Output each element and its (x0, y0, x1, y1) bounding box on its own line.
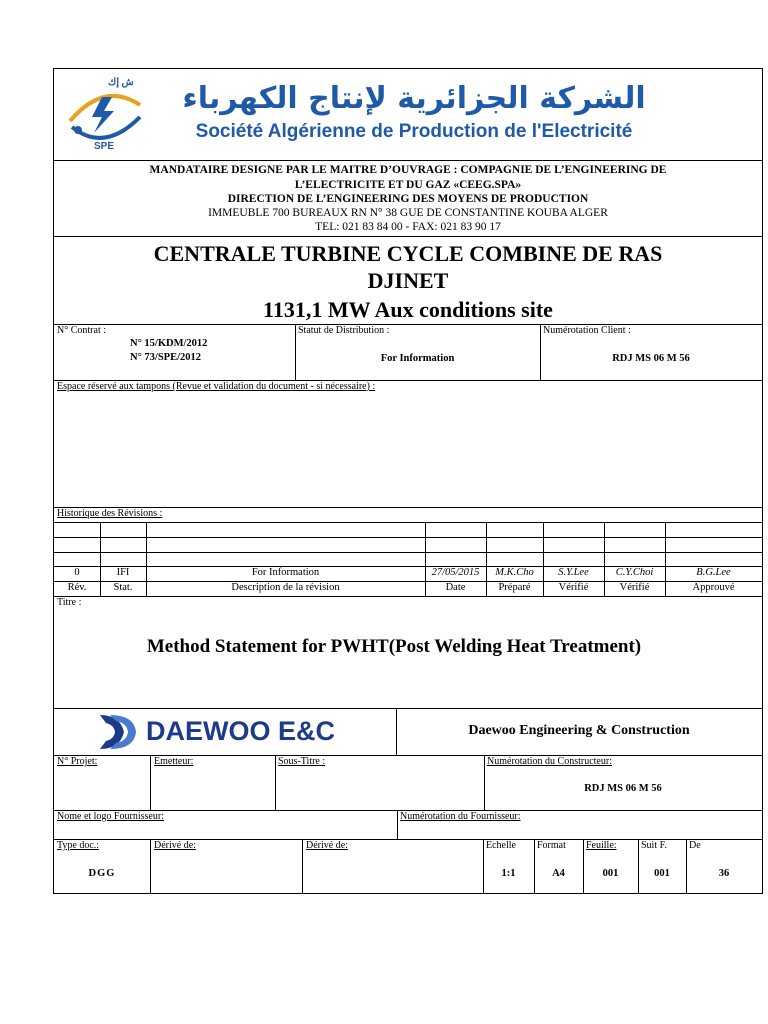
revisions-label: Historique des Révisions : (57, 508, 163, 519)
prepared-cell: M.K.Cho (495, 567, 534, 578)
mandataire-line2: L’ELECTRICITE ET DU GAZ «CEEG.SPA» (294, 179, 522, 191)
contract-value-1: N° 15/KDM/2012 (130, 338, 208, 349)
tel-line: TEL: 021 83 84 00 - FAX: 021 83 90 17 (315, 221, 501, 233)
date-header: Date (445, 582, 466, 593)
approved-header: Approuvé (692, 582, 735, 593)
titre-label: Titre : (57, 597, 82, 608)
derive-de-label-1: Dérivé de: (154, 840, 196, 851)
verified2-cell: C.Y.Choi (615, 567, 654, 578)
description-header: Description de la révision (231, 582, 340, 593)
suit-label: Suit F. (641, 840, 667, 851)
constructeur-label: Numérotation du Constructeur: (487, 756, 612, 767)
address-line: IMMEUBLE 700 BUREAUX RN N° 38 GUE DE CONSTANTINE KOUBA ALGER (208, 207, 608, 219)
fournisseur-number-label: Numérotation du Fournisseur: (400, 811, 521, 822)
direction-line: DIRECTION DE L’ENGINEERING DES MOYENS DE PRODUCTION (227, 193, 589, 205)
document-title: Method Statement for PWHT(Post Welding Heat Treatment) (146, 636, 642, 657)
description-cell: For Information (251, 567, 320, 578)
feuille-label: Feuille: (586, 840, 617, 851)
verified1-cell: S.Y.Lee (558, 567, 589, 578)
sous-titre-label: Sous-Titre : (278, 756, 326, 767)
spe-logo-label: SPE (94, 141, 115, 152)
company-name-arabic: الشركة الجزائرية لإنتاج الكهرباء (182, 81, 646, 116)
verified2-header: Vérifié (619, 582, 650, 593)
spe-logo (60, 75, 148, 157)
rev-cell: 0 (74, 567, 80, 578)
daewoo-logo-text: DAEWOO E&C (146, 716, 335, 746)
type-doc-label: Type doc.: (57, 840, 100, 851)
project-title-line2: DJINET (367, 268, 449, 293)
approved-cell: B.G.Lee (696, 567, 731, 578)
rev-header: Rév. (67, 582, 87, 593)
stat-cell: IFI (116, 567, 130, 578)
de-value: 36 (718, 868, 730, 879)
emetteur-label: Emetteur: (154, 756, 194, 767)
de-label: De (689, 840, 701, 851)
project-title-line3: 1131,1 MW Aux conditions site (263, 297, 553, 322)
stat-header: Stat. (113, 582, 133, 593)
format-value: A4 (552, 868, 565, 879)
fournisseur-label: Nome et logo Fournisseur: (57, 811, 164, 822)
daewoo-logo (94, 710, 364, 754)
distribution-value: For Information (380, 353, 455, 364)
derive-de-label-2: Dérivé de: (306, 840, 348, 851)
company-name-french: Société Algérienne de Production de l'Electricité (195, 121, 633, 142)
mandataire-line1: MANDATAIRE DESIGNE PAR LE MAITRE D’OUVRAGE : COMPAGNIE DE L’ENGINEERING DE (149, 164, 667, 176)
spe-logo-arabic: ش إك (108, 77, 134, 88)
contract-value-2: N° 73/SPE/2012 (130, 352, 201, 363)
client-number-value: RDJ MS 06 M 56 (612, 353, 690, 364)
project-number-label: N° Projet: (57, 756, 98, 767)
document-sheet (53, 68, 763, 894)
constructeur-value: RDJ MS 06 M 56 (584, 783, 662, 794)
verified1-header: Vérifié (558, 582, 589, 593)
prepared-header: Préparé (498, 582, 531, 593)
feuille-value: 001 (602, 868, 619, 879)
suit-value: 001 (654, 868, 670, 879)
project-title-line1: CENTRALE TURBINE CYCLE COMBINE DE RAS (153, 241, 663, 266)
stamps-label: Espace réservé aux tampons (Revue et validation du document - si nécessaire) : (57, 381, 376, 392)
contract-label: N° Contrat : (57, 325, 106, 336)
client-number-label: Numérotation Client : (543, 325, 631, 336)
distribution-label: Statut de Distribution : (298, 325, 390, 336)
daewoo-logo-icon (94, 711, 140, 753)
echelle-value: 1:1 (501, 868, 516, 879)
contractor-name: Daewoo Engineering & Construction (468, 723, 690, 738)
format-label: Format (537, 840, 566, 851)
type-doc-value: DGG (88, 868, 116, 879)
date-cell: 27/05/2015 (431, 567, 480, 578)
echelle-label: Echelle (486, 840, 516, 851)
